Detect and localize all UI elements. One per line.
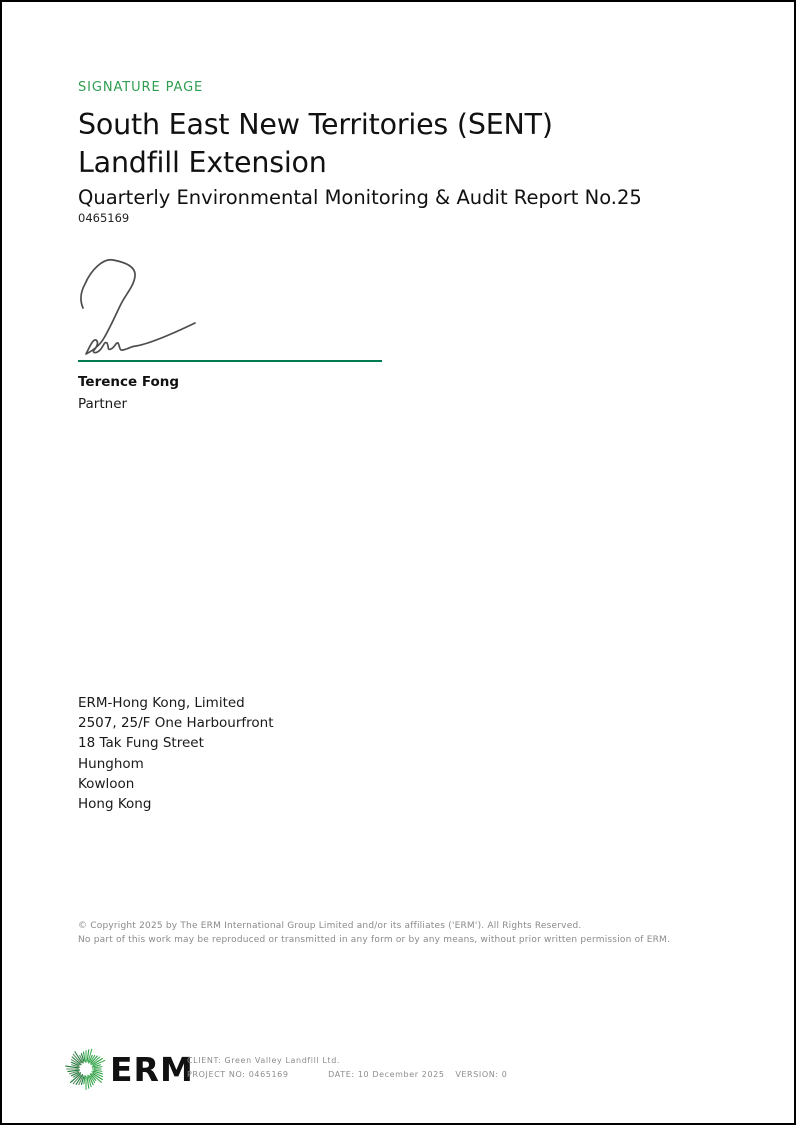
address-line: Kowloon (78, 775, 135, 792)
address-line: Hunghom (78, 755, 144, 772)
footer-metadata (187, 1054, 507, 1081)
version-field (455, 1068, 507, 1082)
document-subtitle: Quarterly Environmental Monitoring & Audit Report No.25 (78, 186, 642, 209)
client-label: CLIENT: (187, 1056, 222, 1065)
signature-line (78, 360, 382, 362)
address-line: 18 Tak Fung Street (78, 735, 204, 752)
date-label: DATE: (328, 1069, 355, 1079)
document-title (78, 106, 553, 182)
document-title-line2: Landfill Extension (78, 146, 327, 179)
client-value: Green Valley Landfill Ltd. (224, 1056, 341, 1065)
version-label: VERSION: (455, 1069, 499, 1079)
signature-block (78, 254, 388, 412)
handwritten-signature-image (78, 254, 198, 356)
company-address (78, 693, 274, 814)
page-footer (2, 1042, 796, 1102)
erm-logo-wordmark: ERM (110, 1050, 194, 1089)
copyright-notice (78, 920, 670, 947)
address-line: 2507, 25/F One Harbourfront (78, 715, 274, 732)
signatory-name: Terence Fong (78, 374, 180, 390)
date-value: 10 December 2025 (357, 1069, 445, 1079)
project-no-label: PROJECT NO: (187, 1069, 246, 1079)
project-number: 0465169 (78, 211, 130, 225)
address-line: Hong Kong (78, 796, 152, 813)
footer-project-row (187, 1068, 507, 1082)
project-no-value: 0465169 (248, 1069, 289, 1079)
date-field (328, 1068, 452, 1082)
address-line: ERM-Hong Kong, Limited (78, 695, 245, 711)
document-title-line1: South East New Territories (SENT) (78, 108, 553, 141)
erm-logo (64, 1047, 194, 1092)
version-value: 0 (501, 1069, 508, 1079)
signatory-role: Partner (78, 396, 128, 412)
footer-client-row (187, 1054, 507, 1068)
page-eyebrow: SIGNATURE PAGE (78, 80, 204, 95)
copyright-line1: © Copyright 2025 by The ERM International Group Limited and/or its affiliates ('ERM'). All Rights Reserved. (78, 921, 582, 931)
copyright-line2: No part of this work may be reproduced or transmitted in any form or by any means, without prior written permission of ERM. (78, 934, 671, 945)
project-no-field (187, 1068, 325, 1082)
erm-starburst-icon (64, 1047, 109, 1092)
